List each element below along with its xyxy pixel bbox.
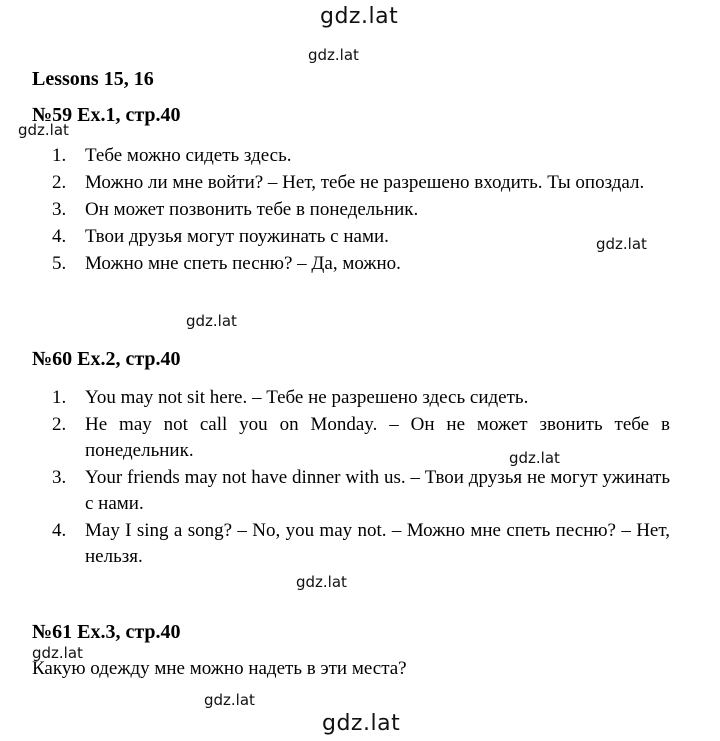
item-number: 4.	[52, 226, 67, 247]
watermark-bottom: gdz.lat	[322, 711, 401, 736]
section-heading-61: №61 Ex.3, стр.40	[32, 621, 181, 643]
section-heading-60: №60 Ex.2, стр.40	[32, 348, 181, 370]
watermark: gdz.lat	[296, 573, 347, 591]
list-item	[52, 251, 670, 277]
list-item	[52, 197, 670, 223]
list-item	[52, 412, 670, 464]
item-text: Он может позвонить тебе в понедельник.	[85, 199, 419, 220]
item-number: 3.	[52, 467, 67, 488]
item-number: 1.	[52, 387, 67, 408]
list-item	[52, 518, 670, 570]
list-item	[52, 385, 670, 411]
exercise-question: Какую одежду мне можно надеть в эти места?	[32, 658, 407, 679]
section-heading-59: №59 Ex.1, стр.40	[32, 104, 181, 126]
watermark: gdz.lat	[308, 46, 359, 64]
answer-list-59	[52, 143, 670, 278]
item-text: May I sing a song? – No, you may not. – Можно мне спеть песню? – Нет, нельзя.	[85, 520, 670, 567]
answer-list-60	[52, 385, 670, 571]
lessons-title: Lessons 15, 16	[32, 68, 154, 90]
item-number: 5.	[52, 253, 67, 274]
watermark: gdz.lat	[32, 644, 83, 662]
item-number: 3.	[52, 199, 67, 220]
item-text: Твои друзья могут поужинать с нами.	[85, 226, 389, 247]
watermark: gdz.lat	[596, 235, 647, 253]
item-text: Можно мне спеть песню? – Да, можно.	[85, 253, 401, 274]
item-text: He may not call you on Monday. – Он не может звонить тебе в понедельник.	[85, 414, 670, 461]
item-number: 2.	[52, 414, 67, 435]
watermark: gdz.lat	[186, 312, 237, 330]
item-text: Your friends may not have dinner with us. – Твои друзья не могут ужинать с нами.	[85, 467, 670, 514]
watermark: gdz.lat	[509, 449, 560, 467]
list-item	[52, 224, 670, 250]
item-text: You may not sit here. – Тебе не разрешено здесь сидеть.	[85, 387, 529, 408]
item-text: Можно ли мне войти? – Нет, тебе не разрешено входить. Ты опоздал.	[85, 172, 645, 193]
item-number: 4.	[52, 520, 67, 541]
watermark: gdz.lat	[204, 691, 255, 709]
list-item	[52, 143, 670, 169]
item-number: 1.	[52, 145, 67, 166]
watermark: gdz.lat	[18, 121, 69, 139]
list-item	[52, 170, 670, 196]
watermark-top: gdz.lat	[320, 4, 399, 29]
list-item	[52, 465, 670, 517]
item-number: 2.	[52, 172, 67, 193]
item-text: Тебе можно сидеть здесь.	[85, 145, 292, 166]
